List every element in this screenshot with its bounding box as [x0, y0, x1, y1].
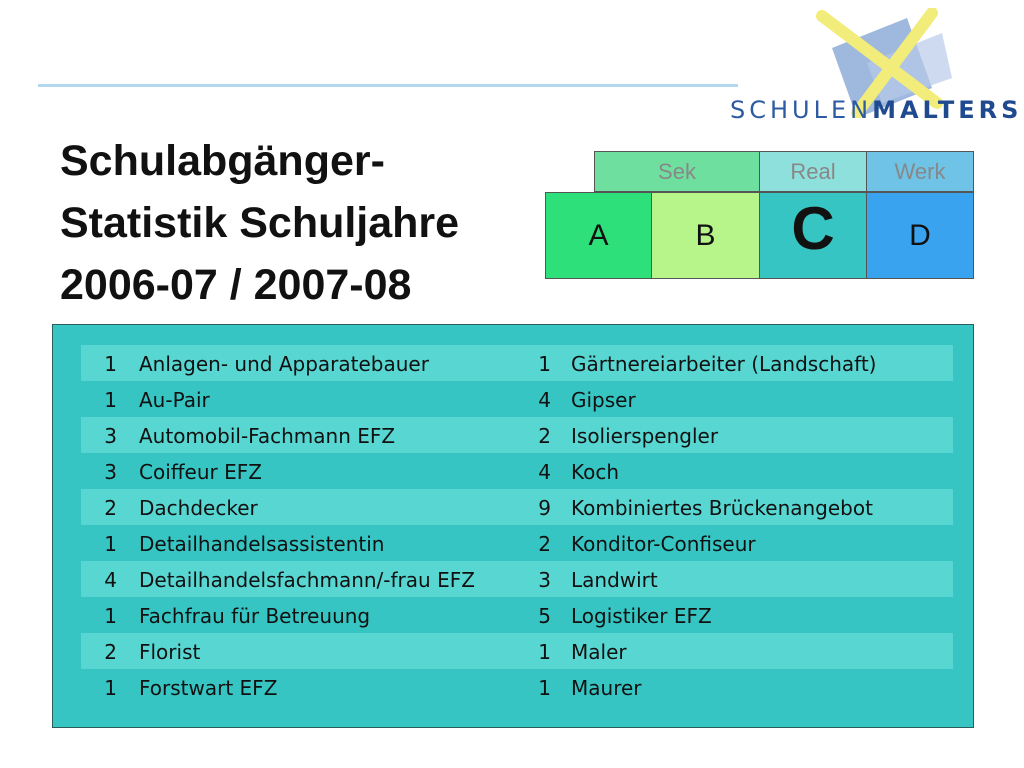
table-row	[81, 669, 953, 705]
table-row	[81, 561, 953, 597]
count-right: 4	[538, 460, 551, 484]
header-divider	[38, 84, 738, 87]
job-left: Anlagen- und Apparatebauer	[139, 352, 429, 376]
job-left: Detailhandelsfachmann/-frau EFZ	[139, 568, 475, 592]
table-row	[81, 345, 953, 381]
job-right: Gärtnereiarbeiter (Landschaft)	[571, 352, 877, 376]
count-right: 4	[538, 388, 551, 412]
count-left: 4	[104, 568, 117, 592]
count-right: 9	[538, 496, 551, 520]
logo-text-light: SCHULEN	[730, 96, 873, 124]
job-left: Dachdecker	[139, 496, 258, 520]
count-right: 3	[538, 568, 551, 592]
title-line-1: Schulabgänger-	[60, 137, 385, 185]
level-c-highlighted: C	[759, 192, 867, 279]
table-row	[81, 489, 953, 525]
count-right: 2	[538, 532, 551, 556]
table-row	[81, 597, 953, 633]
count-left: 2	[104, 640, 117, 664]
count-right: 2	[538, 424, 551, 448]
job-right: Logistiker EFZ	[571, 604, 712, 628]
header-sek: Sek	[594, 151, 760, 192]
table-row	[81, 417, 953, 453]
count-left: 1	[104, 388, 117, 412]
job-right: Konditor-Confiseur	[571, 532, 756, 556]
job-right: Gipser	[571, 388, 636, 412]
count-left: 1	[104, 676, 117, 700]
job-right: Maurer	[571, 676, 642, 700]
title-line-2: Statistik Schuljahre	[60, 199, 460, 247]
level-b: B	[651, 192, 760, 279]
count-right: 1	[538, 352, 551, 376]
logo-wordmark	[730, 96, 1022, 124]
header-werk: Werk	[866, 151, 974, 192]
count-left: 1	[104, 604, 117, 628]
count-left: 3	[104, 460, 117, 484]
job-left: Detailhandelsassistentin	[139, 532, 385, 556]
graduates-table-panel	[52, 324, 974, 728]
count-left: 2	[104, 496, 117, 520]
job-left: Coiffeur EFZ	[139, 460, 262, 484]
job-right: Isolierspengler	[571, 424, 719, 448]
job-left: Automobil-Fachmann EFZ	[139, 424, 396, 448]
table-row	[81, 525, 953, 561]
job-left: Florist	[139, 640, 201, 664]
job-right: Maler	[571, 640, 627, 664]
level-d: D	[866, 192, 974, 279]
page-title	[60, 130, 550, 316]
table-row	[81, 633, 953, 669]
title-line-3: 2006-07 / 2007-08	[60, 261, 412, 309]
job-left: Au-Pair	[139, 388, 210, 412]
header-real: Real	[759, 151, 867, 192]
table-row	[81, 453, 953, 489]
job-right: Kombiniertes Brückenangebot	[571, 496, 873, 520]
table-row	[81, 381, 953, 417]
count-right: 1	[538, 640, 551, 664]
school-logo	[720, 8, 1023, 128]
count-right: 5	[538, 604, 551, 628]
level-a: A	[545, 192, 652, 279]
logo-text-bold: MALTERS	[872, 96, 1023, 124]
count-left: 3	[104, 424, 117, 448]
graduates-table	[81, 345, 953, 705]
count-right: 1	[538, 676, 551, 700]
job-right: Koch	[571, 460, 620, 484]
count-left: 1	[104, 532, 117, 556]
job-left: Forstwart EFZ	[139, 676, 278, 700]
job-left: Fachfrau für Betreuung	[139, 604, 371, 628]
count-left: 1	[104, 352, 117, 376]
job-right: Landwirt	[571, 568, 658, 592]
